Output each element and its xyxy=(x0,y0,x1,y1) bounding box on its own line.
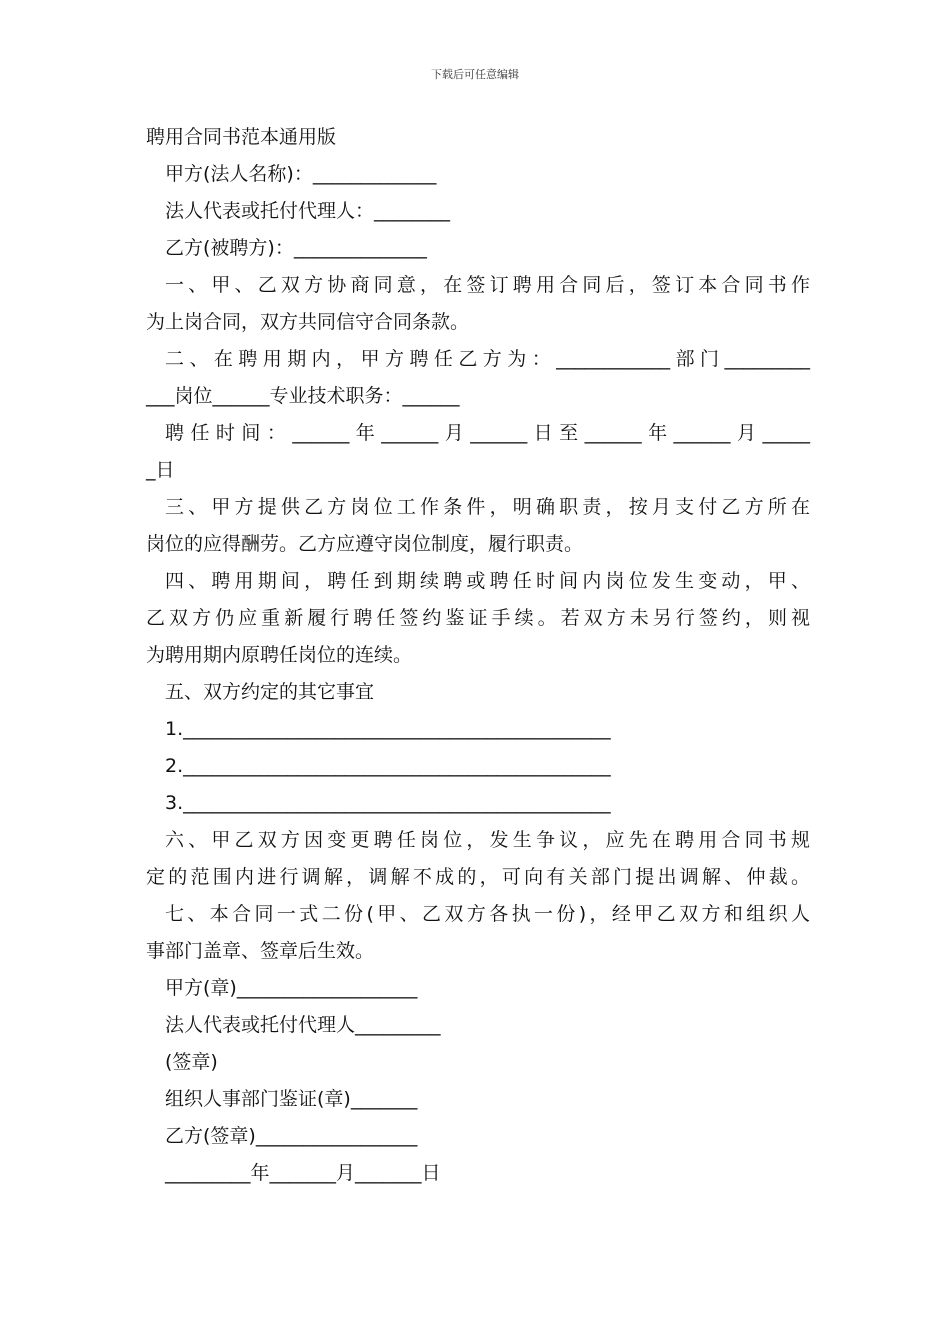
clause-2-line-1: 二、在聘用期内，甲方聘任乙方为：____________部门_________ xyxy=(165,348,810,370)
hr-dept-seal-line: 组织人事部门鉴证(章)_______ xyxy=(165,1088,418,1110)
employment-period-line-1: 聘任时间：______年______月______日至______年______月_____ xyxy=(165,422,810,444)
clause-6-line-1: 六、甲乙双方因变更聘任岗位，发生争议，应先在聘用合同书规 xyxy=(165,829,810,851)
clause-1-line-1: 一、甲、乙双方协商同意，在签订聘用合同后，签订本合同书作 xyxy=(165,274,810,296)
clause-2-line-2: ___岗位______专业技术职务：______ xyxy=(146,385,460,407)
clause-5-heading: 五、双方约定的其它事宜 xyxy=(165,681,375,703)
other-matter-3: 3._____________________________________________ xyxy=(165,792,611,814)
clause-4-line-1: 四、聘用期间，聘任到期续聘或聘任时间内岗位发生变动，甲、 xyxy=(165,570,810,592)
party-a-seal-line: 甲方(章)___________________ xyxy=(165,977,418,999)
clause-7-line-1: 七、本合同一式二份(甲、乙双方各执一份)，经甲乙双方和组织人 xyxy=(165,903,810,925)
clause-7-line-2: 事部门盖章、签章后生效。 xyxy=(146,940,375,962)
date-line: _________年_______月_______日 xyxy=(165,1162,441,1184)
clause-1-line-2: 为上岗合同，双方共同信守合同条款。 xyxy=(146,311,470,333)
legal-rep-line: 法人代表或托付代理人：________ xyxy=(165,200,451,222)
party-b-sign-line: 乙方(签章)_________________ xyxy=(165,1125,418,1147)
document-title: 聘用合同书范本通用版 xyxy=(146,126,337,148)
party-b-line: 乙方(被聘方)：______________ xyxy=(165,237,427,259)
signature-note: (签章) xyxy=(165,1051,218,1073)
page-header: 下载后可任意编辑 xyxy=(431,68,519,81)
clause-4-line-2: 乙双方仍应重新履行聘任签约鉴证手续。若双方未另行签约，则视 xyxy=(146,607,810,629)
legal-rep-sign-line: 法人代表或托付代理人_________ xyxy=(165,1014,441,1036)
other-matter-2: 2._____________________________________________ xyxy=(165,755,611,777)
clause-3-line-2: 岗位的应得酬劳。乙方应遵守岗位制度，履行职责。 xyxy=(146,533,584,555)
party-a-line: 甲方(法人名称)：_____________ xyxy=(165,163,437,185)
employment-period-line-2: _日 xyxy=(146,459,175,481)
clause-3-line-1: 三、甲方提供乙方岗位工作条件，明确职责，按月支付乙方所在 xyxy=(165,496,810,518)
clause-6-line-2: 定的范围内进行调解，调解不成的，可向有关部门提出调解、仲裁。 xyxy=(146,866,810,888)
document-body xyxy=(146,119,810,1192)
other-matter-1: 1._____________________________________________ xyxy=(165,718,611,740)
clause-4-line-3: 为聘用期内原聘任岗位的连续。 xyxy=(146,644,413,666)
